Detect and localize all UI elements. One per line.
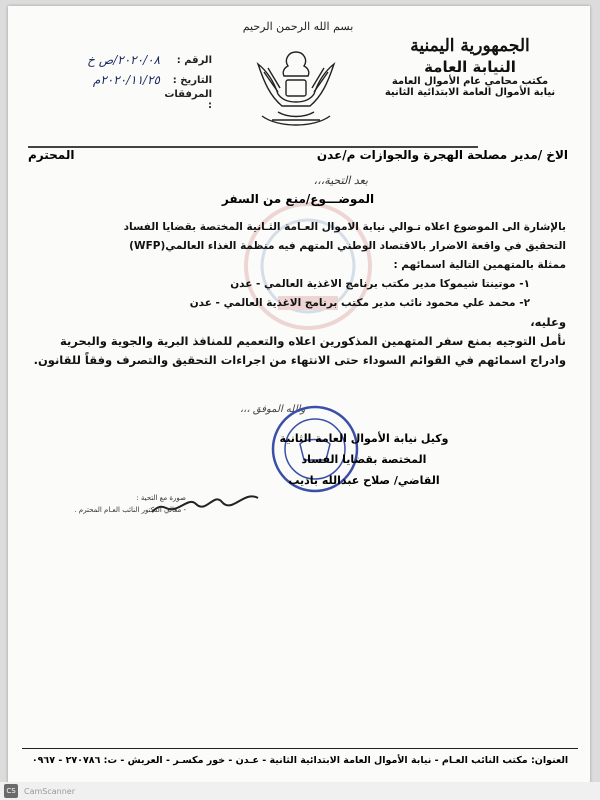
- country-name: الجمهورية اليمنية: [410, 36, 530, 56]
- copies-block: [26, 492, 186, 516]
- reference-block: [22, 50, 212, 110]
- letter-body: [26, 218, 566, 370]
- date-value: ٢٠٢٠/١١/٢٥م: [92, 73, 160, 87]
- subject-line: الموضـــوع/منع من السفر: [221, 192, 375, 206]
- body-and: وعليه،: [530, 315, 566, 329]
- signatory-title: وكيل نيابة الأموال العامة الثانية: [279, 432, 449, 445]
- national-emblem-eagle: [248, 42, 344, 134]
- recipient-to: الاخ /مدير مصلحة الهجرة والجوازات م/عدن: [316, 148, 568, 162]
- copies-title: صورة مع التحية :: [136, 494, 186, 502]
- camscanner-icon: CS: [4, 784, 18, 798]
- scanner-label: CamScanner: [24, 786, 76, 796]
- accused-item-2: ٢- محمد علي محمود نائب مدير مكتب برنامج الاغذية العالمي - عدن: [189, 297, 530, 309]
- body-paragraph-1-line-1: بالإشارة الى الموضوع اعلاه تـوالي نيابة الاموال العـامة الثـانية المختصة بقضايا الفساد: [123, 221, 566, 233]
- ref-value: ٢٠٢٠/٠٨/ص خ: [87, 53, 160, 67]
- date-label: التاريخ :: [172, 74, 212, 86]
- scanner-watermark-bar: [0, 782, 600, 800]
- recipient-honorific: المحترم: [28, 148, 75, 162]
- office-line-2: نيابة الأموال العامة الابتدائية الثانية: [384, 87, 556, 98]
- copies-line-1: - معالي الدكتور النائب العـام المحترم .: [74, 506, 186, 514]
- authority-name: النيابة العامة: [424, 58, 516, 76]
- body-paragraph-1-line-3: ممثلة بالمتهمين التالية اسمائهم :: [393, 259, 566, 271]
- body-paragraph-2-line-1: نأمل التوجيه بمنع سفر المتهمين المذكورين اعلاه والتعميم للمنافذ البرية والجوية والبحرية: [60, 334, 566, 348]
- accused-item-1: ١- موتينتا شيموكا مدير مكتب برنامج الاغذية العالمي - عدن: [230, 278, 530, 290]
- letterhead-right: [370, 36, 570, 98]
- signatory-block: [254, 428, 474, 491]
- footer-address: العنوان: مكتب النائب العـام - نيابة الأموال العامة الابتدائية الثانية - عـدن - خور مكسـر - العريش - ت: ٢٧٠٧٨٦ - ٠٩٦٧: [22, 748, 578, 766]
- greeting: بعد التحية،،،: [313, 174, 368, 187]
- attachments-label: المرفقات :: [164, 89, 212, 111]
- basmala: بسم الله الرحمن الرحيم: [242, 20, 354, 33]
- signatory-specialty: المختصة بقضايا الفساد: [301, 453, 427, 466]
- closing-phrase: والله الموفق ،،،: [240, 404, 306, 415]
- body-paragraph-1-line-2: التحقيق في واقعة الاضرار بالاقتصاد الوطني المتهم فيه منظمة الغذاء العالمي(WFP): [129, 240, 566, 252]
- office-line-1: مكتب محامي عام الأموال العامة: [391, 76, 549, 87]
- document-page: [8, 6, 590, 790]
- ref-label: الرقم :: [176, 54, 212, 66]
- signatory-name: القاضي/ صلاح عبدالله باذيب: [288, 474, 440, 487]
- recipient-line: [28, 148, 568, 162]
- body-paragraph-2-line-2: وادراج اسمائهم في القوائم السوداء حتى الانتهاء من اجراءات التحقيق والتصرف وفقاً للقانون.: [33, 353, 566, 367]
